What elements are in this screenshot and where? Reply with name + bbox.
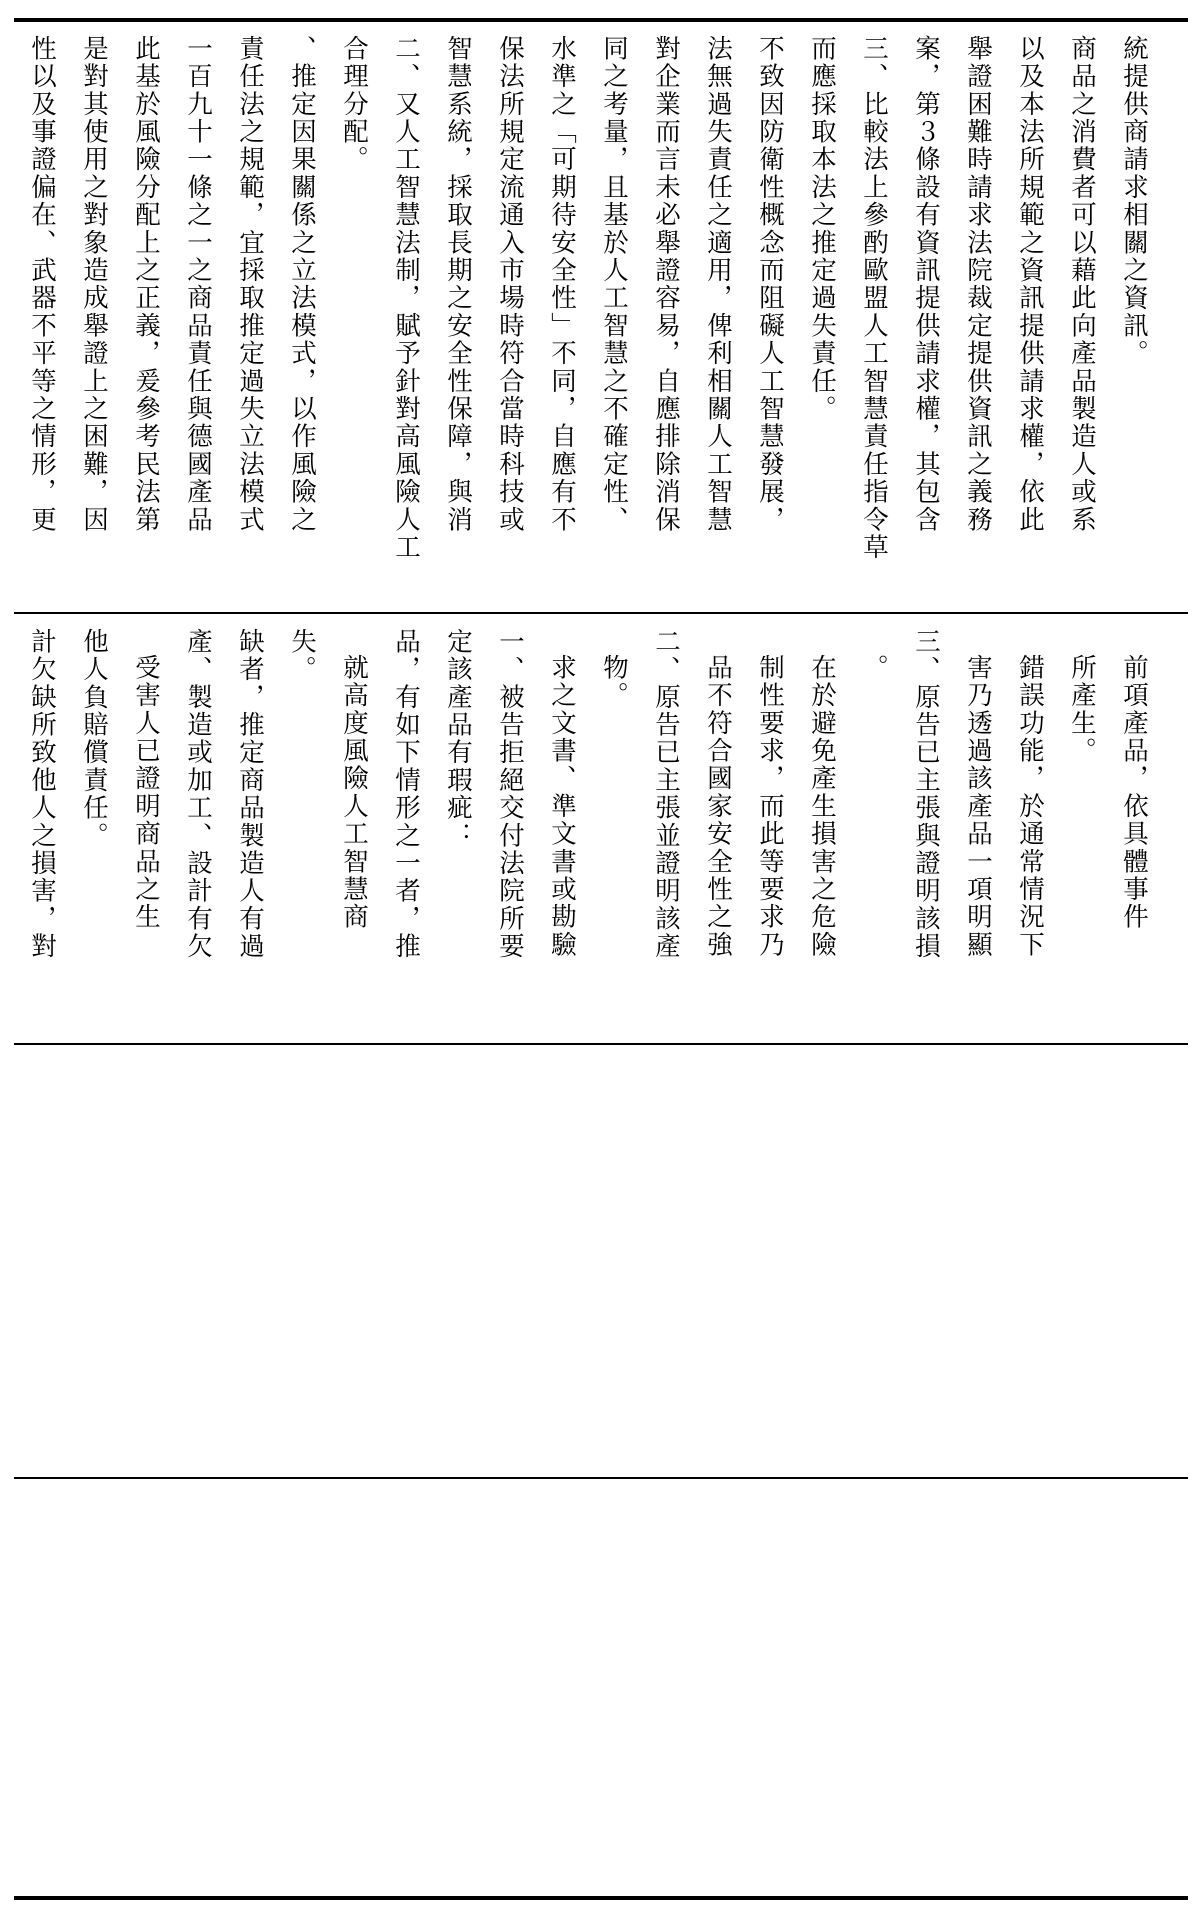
text-column: 三、比較法上參酌歐盟人工智慧責任指令草: [859, 35, 889, 562]
text-column: 所產生。: [1067, 654, 1097, 765]
text-column: 前項產品，依具體事件: [1119, 654, 1149, 931]
top-border-rule: [14, 18, 1188, 22]
text-column: 而應採取本法之推定過失責任。: [807, 35, 837, 423]
text-column: 失。: [287, 628, 317, 684]
empty-band: [14, 1050, 1188, 1470]
text-column: 就高度風險人工智慧商: [339, 654, 369, 931]
text-column: 品，有如下情形之一者，推: [391, 628, 421, 961]
text-column: 責任法之規範，宜採取推定過失立法模式: [235, 35, 265, 534]
text-column: 定該產品有瑕疵：: [443, 628, 473, 850]
text-column: 統提供商請求相關之資訊。: [1119, 35, 1149, 368]
text-column: 缺者，推定商品製造人有過: [235, 628, 265, 961]
text-column: 商品之消費者可以藉此向產品製造人或系: [1067, 35, 1097, 534]
divider-rule-2: [14, 1043, 1188, 1045]
text-column: 以及本法所規範之資訊提供請求權，依此: [1015, 35, 1045, 534]
text-column: 在於避免產生損害之危險: [807, 654, 837, 959]
text-column: 保法所規定流通入市場時符合當時科技或: [495, 35, 525, 534]
text-column: 是對其使用之對象造成舉證上之困難，因: [79, 35, 109, 534]
article-text-band: [14, 620, 1188, 1038]
text-column: 對企業而言未必舉證容易，自應排除消保: [651, 35, 681, 534]
text-column: 二、原告已主張並證明該產: [651, 628, 681, 961]
text-column: 水準之「可期待安全性」不同，自應有不: [547, 35, 577, 534]
text-column: 制性要求，而此等要求乃: [755, 654, 785, 959]
text-column: 案，第３條設有資訊提供請求權，其包含: [911, 35, 941, 534]
text-column: 一、被告拒絕交付法院所要: [495, 628, 525, 961]
text-column: 害乃透過該產品一項明顯: [963, 654, 993, 959]
text-column: 計欠缺所致他人之損害，對: [27, 628, 57, 961]
text-column: 合理分配。: [339, 35, 369, 174]
text-column: 不致因防衛性概念而阻礙人工智慧發展，: [755, 35, 785, 534]
text-column: 二、又人工智慧法制，賦予針對高風險人工: [391, 35, 421, 562]
text-column: 品不符合國家安全性之強: [703, 654, 733, 959]
text-column: 求之文書、準文書或勘驗: [547, 654, 577, 959]
text-column: 、推定因果關係之立法模式，以作風險之: [287, 35, 317, 534]
empty-band: [14, 1484, 1188, 1889]
text-column: 錯誤功能，於通常情況下: [1015, 654, 1045, 959]
divider-rule-3: [14, 1477, 1188, 1479]
text-column: 性以及事證偏在、武器不平等之情形，更: [27, 35, 57, 534]
text-column: 三、原告已主張與證明該損: [911, 628, 941, 961]
text-column: 舉證困難時請求法院裁定提供資訊之義務: [963, 35, 993, 534]
text-column: 一百九十一條之一之商品責任與德國產品: [183, 35, 213, 534]
text-column: 智慧系統，採取長期之安全性保障，與消: [443, 35, 473, 534]
text-column: 物。: [599, 654, 629, 710]
text-column: 。: [859, 654, 889, 682]
divider-rule-1: [14, 612, 1188, 614]
explanation-text-band: [14, 27, 1188, 607]
text-column: 受害人已證明商品之生: [131, 654, 161, 931]
text-column: 他人負賠償責任。: [79, 628, 109, 850]
text-column: 法無過失責任之適用，俾利相關人工智慧: [703, 35, 733, 534]
bottom-border-rule: [14, 1896, 1188, 1900]
text-column: 此基於風險分配上之正義，爰參考民法第: [131, 35, 161, 534]
text-column: 同之考量，且基於人工智慧之不確定性、: [599, 35, 629, 534]
text-column: 產、製造或加工、設計有欠: [183, 628, 213, 961]
